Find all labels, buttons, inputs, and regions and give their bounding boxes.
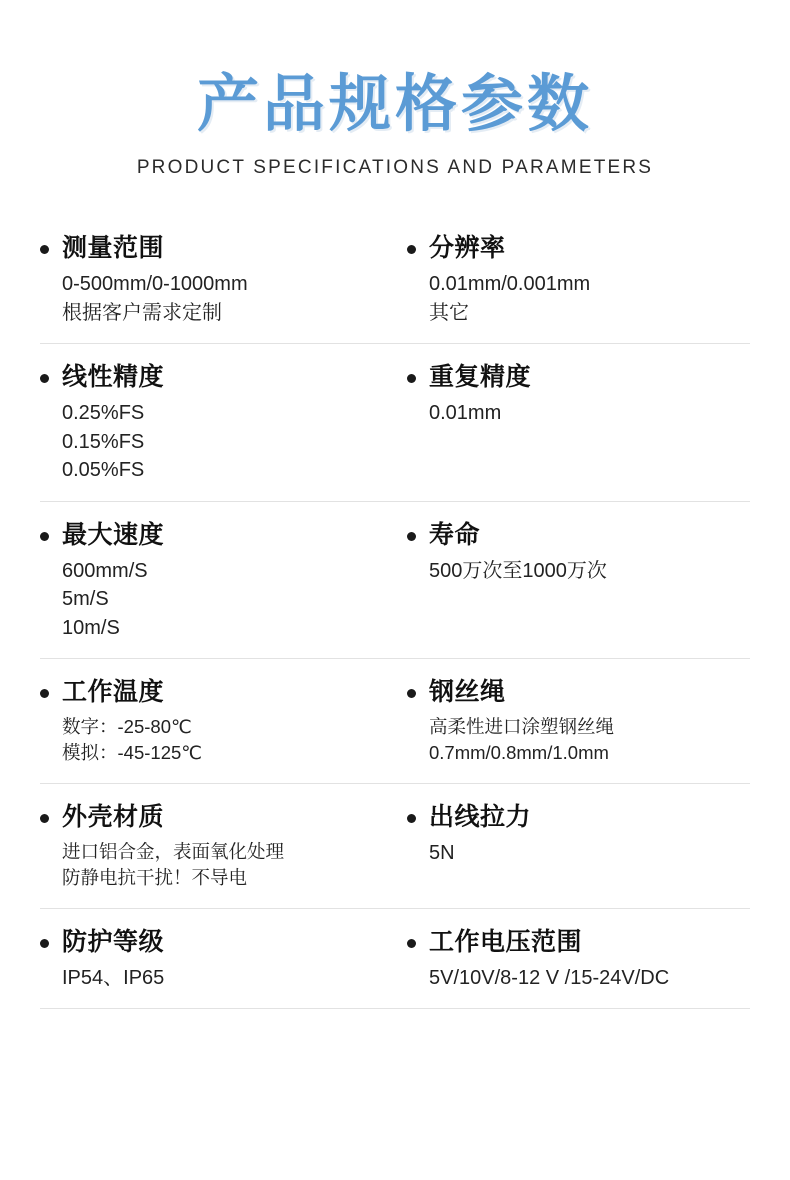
spec-values <box>429 399 738 427</box>
table-row <box>40 502 750 659</box>
spec-value: 0.05%FS <box>62 459 145 482</box>
spec-values <box>429 270 738 327</box>
spec-value: 500万次至1000万次 <box>429 559 607 582</box>
spec-value: 10m/S <box>62 616 120 639</box>
spec-label: 工作温度 <box>62 677 165 706</box>
spec-values <box>62 714 383 767</box>
spec-value: 600mm/S <box>62 559 148 582</box>
spec-value: 防静电抗干扰！不导电 <box>62 867 248 889</box>
specifications-table <box>40 215 750 1009</box>
spec-label: 工作电压范围 <box>429 927 583 956</box>
spec-values <box>62 839 383 892</box>
bullet-icon <box>40 689 49 698</box>
spec-value: 高柔性进口涂塑钢丝绳 <box>429 716 615 738</box>
spec-item-measuring-range <box>40 233 395 327</box>
spec-label: 钢丝绳 <box>429 677 506 706</box>
page-subtitle: PRODUCT SPECIFICATIONS AND PARAMETERS <box>136 157 654 179</box>
spec-value: 5m/S <box>62 588 109 611</box>
page-header <box>0 0 790 179</box>
bullet-icon <box>407 814 416 823</box>
spec-value: 0.7mm/0.8mm/1.0mm <box>429 742 609 764</box>
bullet-icon <box>40 532 49 541</box>
spec-item-operating-voltage-range <box>395 927 750 993</box>
spec-label: 线性精度 <box>62 363 165 392</box>
spec-label: 测量范围 <box>62 234 165 263</box>
bullet-icon <box>407 245 416 254</box>
spec-label: 出线拉力 <box>429 802 532 831</box>
spec-item-max-speed <box>40 520 395 642</box>
spec-values <box>62 964 383 992</box>
spec-item-steel-wire-rope <box>395 677 750 767</box>
spec-label: 最大速度 <box>62 520 165 549</box>
spec-value: IP54、IP65 <box>62 966 165 989</box>
bullet-icon <box>407 532 416 541</box>
spec-value: 0.01mm <box>429 402 502 425</box>
page-title: 产品规格参数 <box>196 70 593 139</box>
bullet-icon <box>407 374 416 383</box>
spec-values <box>429 839 738 867</box>
spec-value: 5V/10V/8-12 V /15-24V/DC <box>429 966 670 989</box>
bullet-icon <box>407 689 416 698</box>
spec-values <box>62 399 383 484</box>
spec-value: 0.01mm/0.001mm <box>429 273 591 296</box>
spec-label: 防护等级 <box>62 927 165 956</box>
table-row <box>40 909 750 1010</box>
bullet-icon <box>40 939 49 948</box>
spec-values <box>429 557 738 585</box>
spec-label: 寿命 <box>429 520 481 549</box>
spec-value: 5N <box>429 842 455 864</box>
spec-value: 数字：-25-80℃ <box>62 716 192 738</box>
spec-value: 0-500mm/0-1000mm <box>62 273 248 296</box>
bullet-icon <box>40 814 49 823</box>
table-row <box>40 784 750 909</box>
spec-values <box>62 557 383 642</box>
bullet-icon <box>40 245 49 254</box>
spec-value: 进口铝合金，表面氧化处理 <box>62 841 285 862</box>
spec-item-output-tension <box>395 802 750 892</box>
spec-value: 0.25%FS <box>62 402 145 425</box>
spec-values <box>429 964 738 992</box>
spec-item-resolution <box>395 233 750 327</box>
spec-values <box>62 270 383 327</box>
spec-value: 0.15%FS <box>62 430 145 453</box>
spec-item-housing-material <box>40 802 395 892</box>
spec-label: 外壳材质 <box>62 802 165 831</box>
bullet-icon <box>407 939 416 948</box>
bullet-icon <box>40 374 49 383</box>
spec-label: 重复精度 <box>429 363 532 392</box>
spec-item-operating-temperature <box>40 677 395 767</box>
spec-value: 模拟：-45-125℃ <box>62 742 203 764</box>
spec-values <box>429 714 738 767</box>
table-row <box>40 659 750 784</box>
spec-value: 根据客户需求定制 <box>62 301 222 324</box>
spec-label: 分辨率 <box>429 234 506 263</box>
table-row <box>40 344 750 501</box>
spec-item-protection-rating <box>40 927 395 993</box>
spec-item-lifespan <box>395 520 750 642</box>
table-row <box>40 215 750 344</box>
spec-item-linearity-accuracy <box>40 362 395 484</box>
spec-value: 其它 <box>429 301 469 324</box>
spec-item-repeatability <box>395 362 750 484</box>
